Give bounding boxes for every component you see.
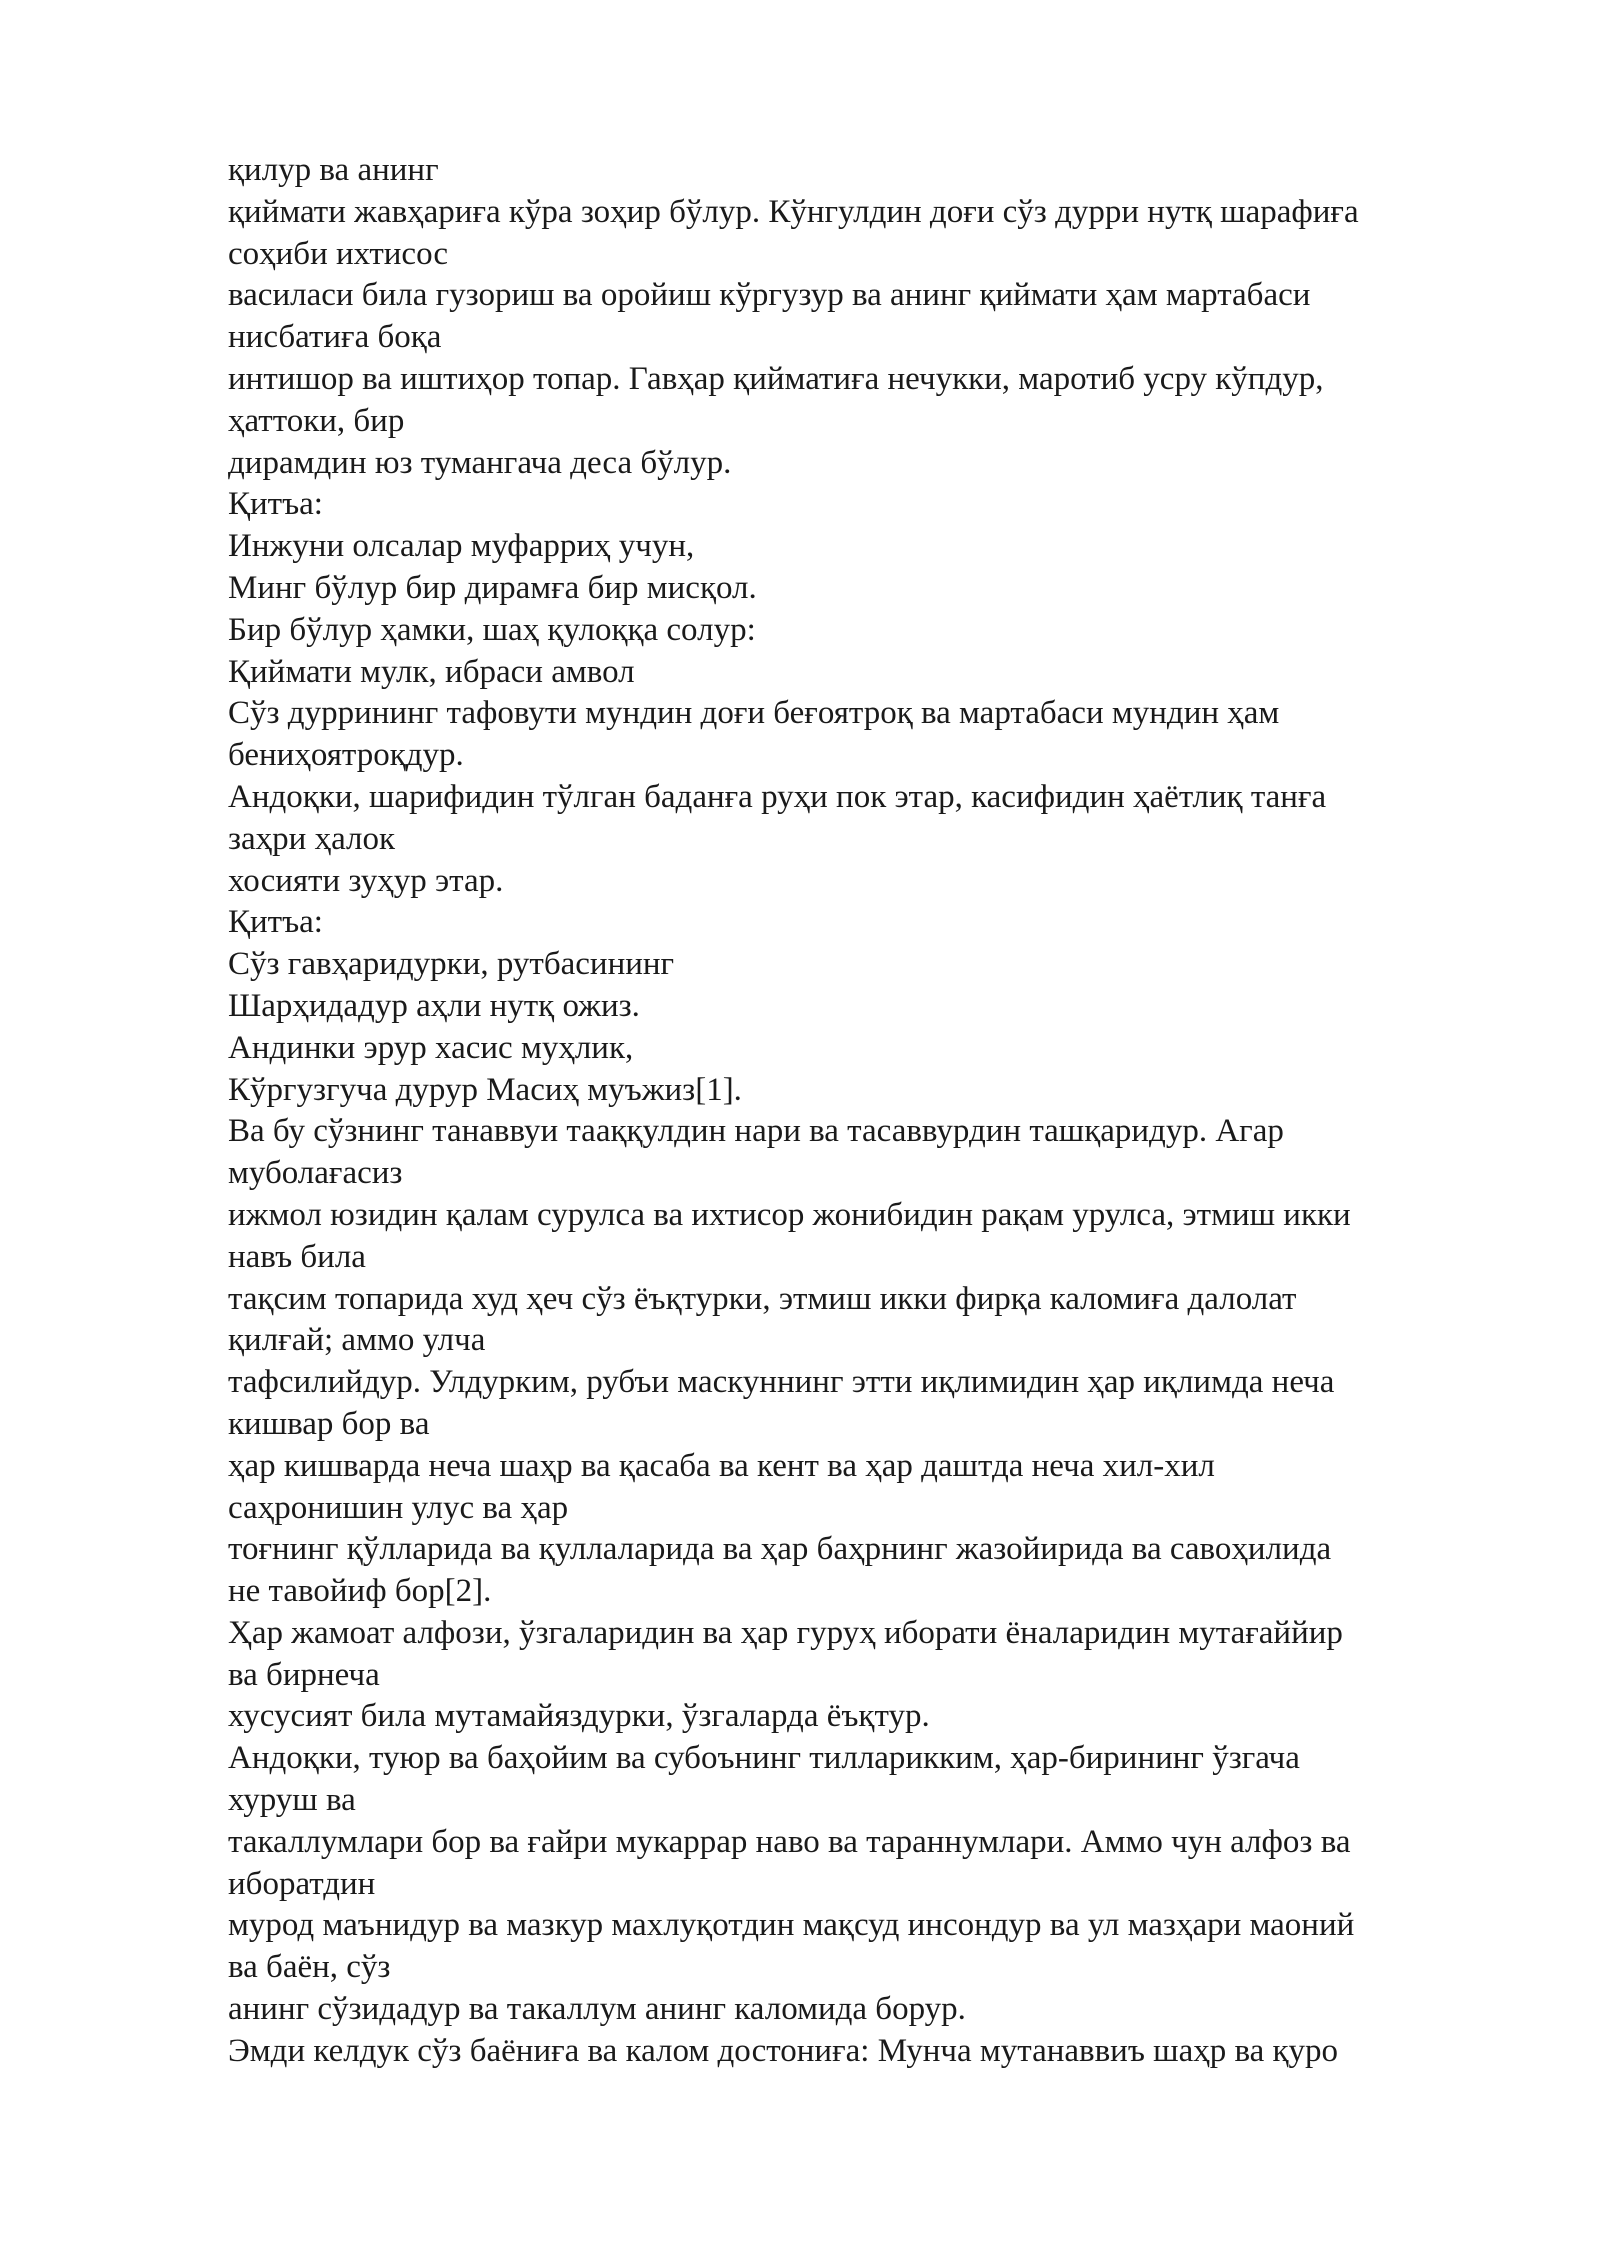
verse-line: Шарҳидадур аҳли нутқ ожиз.	[228, 987, 640, 1024]
text-line: хосияти зуҳур этар.	[228, 862, 504, 899]
verse-line: Инжуни олсалар муфарриҳ учун,	[228, 528, 695, 565]
text-line: ижмол юзидин қалам сурулса ва ихтисор жонибидин рақам урулса, этмиш икки	[228, 1196, 1351, 1233]
section-heading: Қитъа:	[228, 486, 323, 523]
text-line: интишор ва иштиҳор топар. Гавҳар қийматиға нечукки, маротиб усру кўпдур,	[228, 360, 1324, 397]
text-line: кишвар бор ва	[228, 1405, 430, 1442]
text-line: Андоқки, шарифидин тўлган баданға руҳи пок этар, касифидин ҳаётлиқ танға	[228, 778, 1327, 815]
text-line: соҳиби ихтисос	[228, 235, 449, 272]
text-line: муболағасиз	[228, 1155, 403, 1192]
text-line: анинг сўзидадур ва такаллум анинг каломида борур.	[228, 1991, 966, 2028]
verse-line: Андинки эрур хасис муҳлик,	[228, 1029, 634, 1066]
text-line: хусусият била мутамайяздурки, ўзгаларда ёъқтур.	[228, 1698, 930, 1735]
text-line: Андоқки, туюр ва баҳойим ва субоънинг тилларикким, ҳар-бирининг ўзгача	[228, 1740, 1300, 1777]
text-line: қилғай; аммо улча	[228, 1322, 486, 1359]
text-line: заҳри ҳалок	[228, 820, 396, 857]
text-line: такаллумлари бор ва ғайри мукаррар наво ва тараннумлари. Аммо чун алфоз ва	[228, 1823, 1351, 1860]
text-line: Сўз дуррининг тафовути мундин доғи беғоятроқ ва мартабаси мундин ҳам	[228, 695, 1280, 732]
text-line: ҳар кишварда неча шаҳр ва қасаба ва кент ва ҳар даштда неча хил-хил	[228, 1447, 1215, 1484]
verse-line: Кўргузгуча дурур Масиҳ муъжиз[1].	[228, 1071, 742, 1108]
text-line: ҳаттоки, бир	[228, 402, 405, 439]
text-line: бениҳоятроқдур.	[228, 737, 464, 774]
text-line: мурод маънидур ва мазкур махлуқотдин мақсуд инсондур ва ул мазҳари маоний	[228, 1907, 1355, 1944]
text-line: саҳронишин улус ва ҳар	[228, 1489, 569, 1526]
document-body	[228, 150, 1528, 2073]
text-line: дирамдин юз тумангача деса бўлур.	[228, 444, 732, 481]
verse-line: Минг бўлур бир дирамға бир мисқол.	[228, 569, 757, 606]
text-line: Эмди келдук сўз баёниға ва калом достониға: Мунча мутанаввиъ шаҳр ва қуро	[228, 2032, 1339, 2069]
text-line: қиймати жавҳариға кўра зоҳир бўлур. Кўнгулдин доғи сўз дурри нутқ шарафиға	[228, 193, 1359, 230]
verse-line: Бир бўлур ҳамки, шаҳ қулоққа солур:	[228, 611, 756, 648]
text-line: не тавойиф бор[2].	[228, 1573, 492, 1610]
verse-line: Сўз гавҳаридурки, рутбасининг	[228, 946, 675, 983]
text-line: тақсим топарида худ ҳеч сўз ёъқтурки, этмиш икки фирқа каломиға далолат	[228, 1280, 1297, 1317]
verse-line: Қиймати мулк, ибраси амвол	[228, 653, 635, 690]
section-heading: Қитъа:	[228, 904, 323, 941]
text-line: василаси била гузориш ва оройиш кўргузур ва анинг қиймати ҳам мартабаси	[228, 277, 1311, 314]
text-line: тоғнинг қўлларида ва қуллаларида ва ҳар баҳрнинг жазойирида ва савоҳилида	[228, 1531, 1332, 1568]
text-line: ва бирнеча	[228, 1656, 380, 1693]
text-line: Ҳар жамоат алфози, ўзгаларидин ва ҳар гуруҳ иборати ёналаридин мутағаййир	[228, 1614, 1343, 1651]
text-line: нисбатиға боқа	[228, 319, 442, 356]
text-line: иборатдин	[228, 1865, 376, 1902]
text-line: хуруш ва	[228, 1782, 356, 1819]
text-line: қилур ва анинг	[228, 152, 439, 188]
text-line: ва баён, сўз	[228, 1949, 391, 1986]
text-line: Ва бу сўзнинг танаввуи тааққулдин нари ва тасаввурдин ташқаридур. Агар	[228, 1113, 1284, 1150]
text-line: тафсилийдур. Улдурким, рубъи маскуннинг этти иқлимидин ҳар иқлимда неча	[228, 1364, 1335, 1401]
text-line: навъ била	[228, 1238, 366, 1275]
